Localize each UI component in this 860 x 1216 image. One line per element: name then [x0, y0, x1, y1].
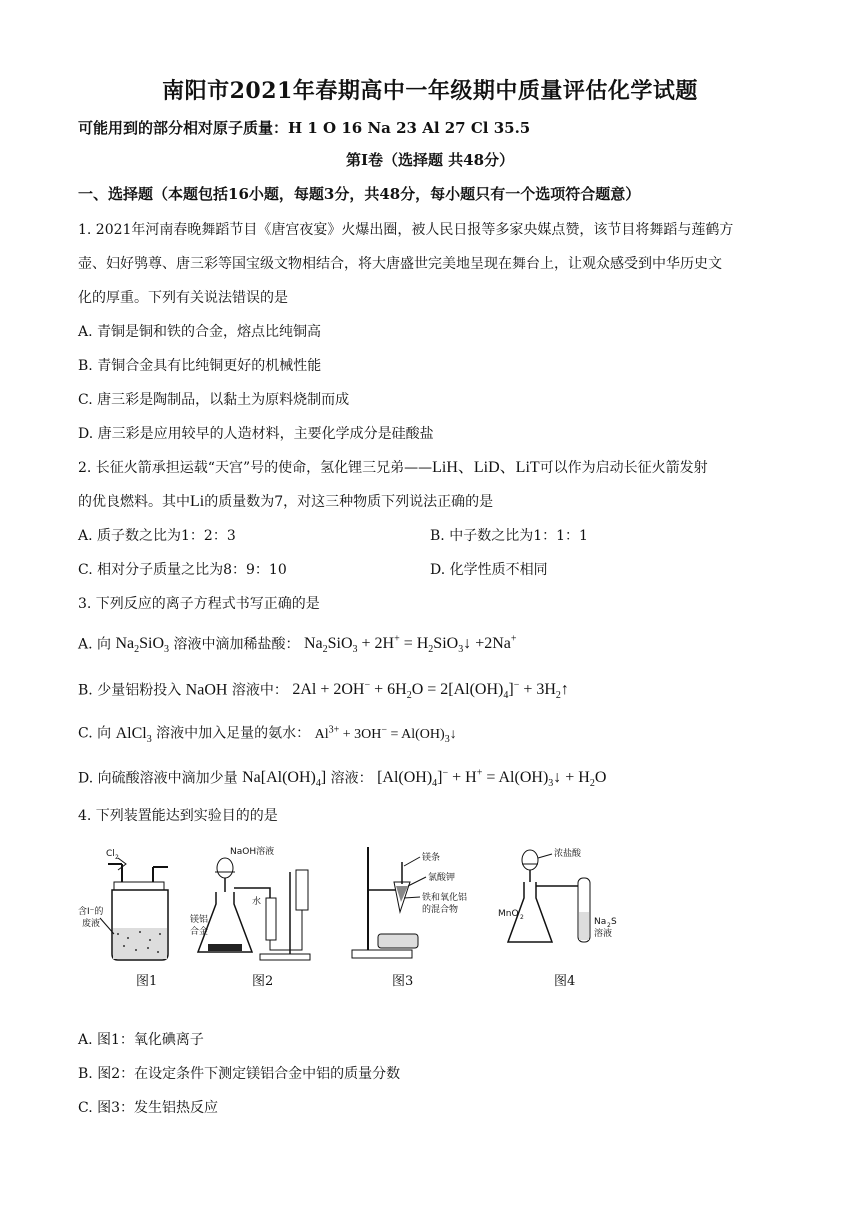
q1-stem-line2: 壶、妇好鸮尊、唐三彩等国宝级文物相结合，将大唐盛世完美地呈现在舞台上，让观众感受到中华历史文	[78, 256, 722, 272]
q3-b-mid: 溶液中：	[231, 682, 288, 699]
q3-a-equation: $Na_2SiO_3 + 2H^+$ = $H_2SiO_3↓ +2Na^+$	[303, 634, 517, 656]
q2-stem-text1: 2. 长征火箭承担运载“天宫”号的使命，氢化锂三兄弟——	[78, 460, 433, 476]
svg-text:2: 2	[520, 914, 524, 921]
figure-3	[348, 842, 488, 987]
fig1-waste-label2: 废液	[82, 919, 101, 929]
q1-stem-line1: 1. 2021年河南春晚舞蹈节目《唐宫夜宴》火爆出圈，被人民日报等多家央媒点赞，该节目将舞蹈与莲鹤方	[78, 222, 734, 238]
q2-option-a: A. 质子数之比为1：2：3	[78, 528, 236, 544]
figure-1	[78, 842, 188, 987]
q4-option-b: B. 图2：在设定条件下测定镁铝合金中铝的质量分数	[78, 1066, 401, 1082]
fig4-na2s-label2: 溶液	[594, 929, 613, 939]
q3-b-reactant: NaOH	[185, 681, 228, 699]
q3-d-equation: $[Al(OH)_4]^- + H^+$ = $Al(OH)_3↓ + H_2O$	[377, 768, 607, 790]
q3-d-pre: D. 向硫酸溶液中滴加少量	[78, 770, 238, 787]
figure-4-caption: 图4	[554, 974, 576, 989]
q1-option-c: C. 唐三彩是陶制品，以黏土为原料烧制而成	[78, 392, 350, 408]
fig3-kclo3-label: 氯酸钾	[428, 873, 456, 883]
fig3-mix-label2: 的混合物	[422, 905, 459, 915]
q1-stem-line3: 化的厚重。下列有关说法错误的是	[78, 290, 288, 306]
q3-c-equation: $Al^{3+} + 3OH^-$ = $Al(OH)_3↓$	[314, 724, 457, 745]
fig2-naoh-label: NaOH溶液	[230, 847, 275, 857]
q2-li: Li	[190, 493, 205, 510]
section-heading: 一、选择题（本题包括16小题，每题3分，共48分，每小题只有一个选项符合题意）	[78, 185, 641, 203]
q4-option-a: A. 图1：氧化碘离子	[78, 1032, 204, 1048]
fig1-cl2-label: Cl	[106, 849, 115, 859]
q1-option-d: D. 唐三彩是应用较早的人造材料，主要化学成分是硅酸盐	[78, 426, 434, 442]
q2-options-row1	[78, 526, 788, 546]
fig2-alloy-label2: 合金	[190, 927, 209, 937]
q2-stem-text4: 的质量数为7，对这三种物质下列说法正确的是	[204, 494, 494, 510]
q3-option-b	[78, 676, 788, 707]
fig2-alloy-label1: 镁铝	[190, 915, 209, 925]
q2-stem-text3: 的优良燃料。其中	[78, 494, 190, 510]
q1-option-b: B. 青铜合金具有比纯铜更好的机械性能	[78, 358, 322, 374]
part-heading: 第Ⅰ卷（选择题 共48分）	[345, 151, 515, 169]
q2-options-row2	[78, 560, 788, 580]
fig3-mg-label: 镁条	[422, 853, 441, 863]
q2-formulas: LiH、LiD、LiT	[432, 459, 540, 476]
q2-stem-line1	[78, 458, 788, 478]
fig1-waste-label1: 含I⁻的	[78, 907, 104, 917]
q4-option-c: C. 图3：发生铝热反应	[78, 1100, 219, 1116]
q2-option-b: B. 中子数之比为1：1：1	[430, 528, 588, 544]
fig2-water-label: 水	[252, 897, 262, 907]
fig4-na2s-label1: Na	[594, 917, 607, 927]
figure-2-drawing	[190, 842, 325, 967]
svg-text:S: S	[611, 917, 617, 927]
q3-c-reactant: AlCl$_3$	[115, 724, 152, 745]
q3-c-pre: C. 向	[78, 725, 112, 742]
fig3-mix-label1: 铁和氧化铝	[422, 893, 468, 903]
figure-1-drawing	[78, 842, 188, 967]
q2-option-c: C. 相对分子质量之比为8：9：10	[78, 562, 287, 578]
figure-4-drawing	[498, 842, 618, 967]
q3-b-equation: $2Al + 2OH^- + 6H_2O = 2[Al(OH)_4]^-$ + $3H_2↑$	[292, 680, 569, 702]
q3-a-pre: A. 向	[78, 636, 112, 653]
q1-option-a: A. 青铜是铜和铁的合金，熔点比纯铜高	[78, 324, 322, 340]
q3-a-mid: 溶液中滴加稀盐酸：	[173, 636, 300, 653]
q3-a-reactant: $Na_2SiO_3$	[115, 635, 170, 656]
figure-3-drawing	[348, 842, 488, 967]
atomic-masses: 可能用到的部分相对原子质量：H 1 O 16 Na 23 Al 27 Cl 35.5	[78, 119, 531, 137]
q2-stem-text2: 可以作为启动长征火箭发射	[539, 460, 708, 476]
figure-1-caption: 图1	[136, 974, 158, 989]
q3-option-c	[78, 720, 788, 750]
q3-d-reactant: $Na[Al(OH)_4]$	[242, 769, 327, 790]
q3-b-pre: B. 少量铝粉投入	[78, 682, 182, 699]
q4-stem: 4. 下列装置能达到实验目的的是	[78, 808, 278, 824]
q3-option-a	[78, 630, 788, 661]
svg-text:2: 2	[115, 854, 119, 861]
q2-stem-line2	[78, 492, 788, 512]
q3-stem: 3. 下列反应的离子方程式书写正确的是	[78, 596, 320, 612]
q3-option-d	[78, 764, 788, 795]
svg-text:2: 2	[607, 922, 611, 929]
q2-option-d: D. 化学性质不相同	[430, 562, 548, 578]
q3-c-mid: 溶液中加入足量的氨水：	[156, 725, 311, 742]
fig4-hcl-label: 浓盐酸	[554, 849, 582, 859]
figure-3-caption: 图3	[392, 974, 414, 989]
q3-d-mid: 溶液：	[330, 770, 373, 787]
fig4-mno2-label: MnO	[498, 909, 519, 919]
figure-2-caption: 图2	[252, 974, 274, 989]
page-title: 南阳市2021年春期高中一年级期中质量评估化学试题	[162, 78, 698, 104]
q4-figures	[78, 842, 618, 992]
figure-2	[190, 842, 325, 987]
figure-4	[498, 842, 618, 987]
